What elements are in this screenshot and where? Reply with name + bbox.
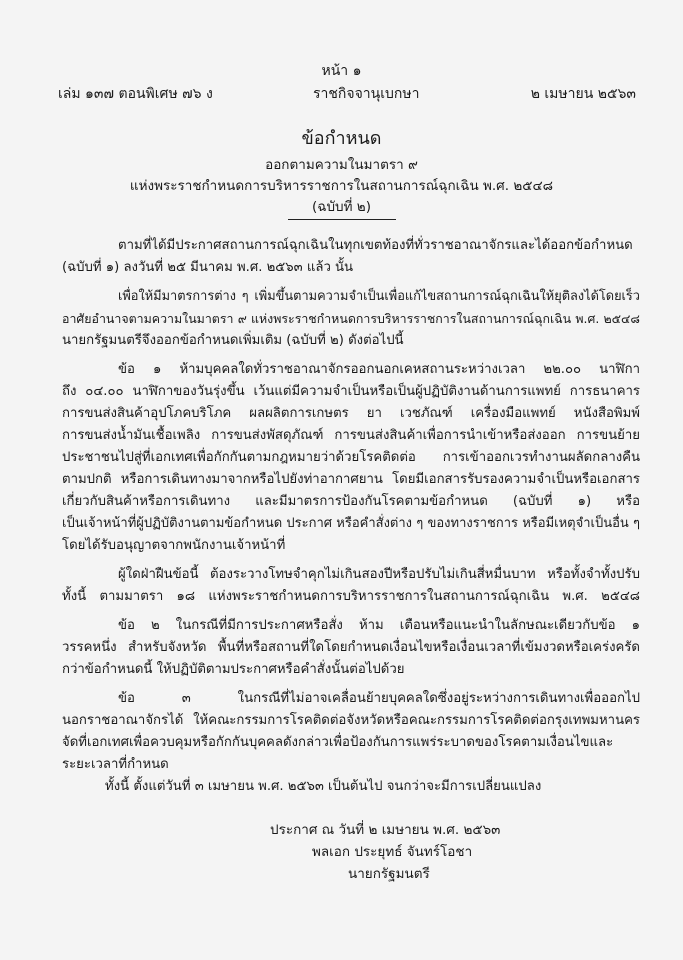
body-line: จัดที่เอกเทศเพื่อควบคุมหรือกักกันบุคคลดังกล่าวเพื่อป้องกันการแพร่ระบาดของโรคตามเงื่อนไขและ	[62, 735, 614, 750]
volume-info: เล่ม ๑๓๗ ตอนพิเศษ ๗๖ ง	[58, 86, 213, 102]
gazette-name: ราชกิจจานุเบกษา	[313, 86, 420, 102]
title-divider	[288, 219, 396, 220]
body-line: นอกราชอาณาจักรได้ ให้คณะกรรมการโรคติดต่อจังหวัดหรือคณะกรรมการโรคติดต่อกรุงเทพมหานคร	[62, 713, 640, 728]
signatory-name: พลเอก ประยุทธ์ จันทร์โอชา	[312, 844, 473, 860]
body-line: ข้อ ๑ ห้ามบุคคลใดทั่วราชอาณาจักรออกนอกเคหสถานระหว่างเวลา ๒๒.๐๐ นาฬิกา	[118, 362, 640, 377]
body-line: เกี่ยวกับสินค้าหรือการเดินทาง และมีมาตรการป้องกันโรคตามข้อกำหนด (ฉบับที่ ๑) หรือ	[62, 494, 640, 509]
body-line: ประชาชนไปสู่ที่เอกเทศเพื่อกักกันตามกฎหมายว่าด้วยโรคติดต่อ การเข้าออกเวรทำงานผลัดกลางคืน	[62, 450, 640, 465]
body-line: กว่าข้อกำหนดนี้ ให้ปฏิบัติตามประกาศหรือคำสั่งนั้นต่อไปด้วย	[62, 662, 405, 677]
body-line: (ฉบับที่ ๑) ลงวันที่ ๒๕ มีนาคม พ.ศ. ๒๕๖๓ แล้ว นั้น	[62, 260, 354, 275]
signature-date: ประกาศ ณ วันที่ ๒ เมษายน พ.ศ. ๒๕๖๓	[270, 822, 501, 838]
document-subtitle-section: ออกตามความในมาตรา ๙	[265, 157, 418, 173]
body-line: ทั้งนี้ ตามมาตรา ๑๘ แห่งพระราชกำหนดการบริหารราชการในสถานการณ์ฉุกเฉิน พ.ศ. ๒๕๔๘	[62, 589, 640, 604]
body-line: โดยได้รับอนุญาตจากพนักงานเจ้าหน้าที่	[62, 538, 286, 553]
body-line: การขนส่งสินค้าอุปโภคบริโภค ผลผลิตการเกษตร ยา เวชภัณฑ์ เครื่องมือแพทย์ หนังสือพิมพ์	[62, 406, 640, 421]
document-subtitle-edition: (ฉบับที่ ๒)	[312, 199, 371, 215]
body-line: ถึง ๐๔.๐๐ นาฬิกาของวันรุ่งขึ้น เว้นแต่มีความจำเป็นหรือเป็นผู้ปฏิบัติงานด้านการแพทย์ การธนาคาร	[62, 384, 640, 399]
body-line: อาศัยอำนาจตามความในมาตรา ๙ แห่งพระราชกำหนดการบริหารราชการในสถานการณ์ฉุกเฉิน พ.ศ. ๒๕๔๘	[62, 311, 640, 326]
document-title: ข้อกำหนด	[301, 128, 382, 149]
document-subtitle-act: แห่งพระราชกำหนดการบริหารราชการในสถานการณ์ฉุกเฉิน พ.ศ. ๒๕๔๘	[129, 178, 554, 194]
body-line: ตามปกติ หรือการเดินทางมาจากหรือไปยังท่าอากาศยาน โดยมีเอกสารรับรองความจำเป็นหรือเอกสาร	[62, 472, 640, 487]
publication-date: ๒ เมษายน ๒๕๖๓	[530, 86, 636, 102]
body-line: ตามที่ได้มีประกาศสถานการณ์ฉุกเฉินในทุกเขตท้องที่ทั่วราชอาณาจักรและได้ออกข้อกำหนด	[118, 238, 633, 253]
body-line: เป็นเจ้าหน้าที่ผู้ปฏิบัติงานตามข้อกำหนด ประกาศ หรือคำสั่งต่าง ๆ ของทางราชการ หรือมีเหตุจำเป็นอื่น ๆ	[62, 516, 640, 531]
body-line: วรรคหนึ่ง สำหรับจังหวัด พื้นที่หรือสถานที่ใดโดยกำหนดเงื่อนไขหรือเงื่อนเวลาที่เข้มงวดหรือเคร่งครัด	[62, 640, 640, 655]
body-line: เพื่อให้มีมาตรการต่าง ๆ เพิ่มขึ้นตามความจำเป็นเพื่อแก้ไขสถานการณ์ฉุกเฉินให้ยุติลงได้โดยเร็ว	[118, 289, 640, 304]
body-line: ทั้งนี้ ตั้งแต่วันที่ ๓ เมษายน พ.ศ. ๒๕๖๓ เป็นต้นไป จนกว่าจะมีการเปลี่ยนแปลง	[105, 779, 542, 794]
running-header	[58, 83, 636, 103]
body-line: ระยะเวลาที่กำหนด	[62, 757, 169, 772]
page-number: หน้า ๑	[321, 63, 362, 79]
body-line: ข้อ ๒ ในกรณีที่มีการประกาศหรือสั่ง ห้าม เตือนหรือแนะนำในลักษณะเดียวกับข้อ ๑	[118, 618, 640, 633]
body-line: ข้อ ๓ ในกรณีที่ไม่อาจเคลื่อนย้ายบุคคลใดซึ่งอยู่ระหว่างการเดินทางเพื่อออกไป	[118, 691, 640, 706]
body-line: การขนส่งน้ำมันเชื้อเพลิง การขนส่งพัสดุภัณฑ์ การขนส่งสินค้าเพื่อการนำเข้าหรือส่งออก การขนย้าย	[62, 428, 640, 443]
body-line: ผู้ใดฝ่าฝืนข้อนี้ ต้องระวางโทษจำคุกไม่เกินสองปีหรือปรับไม่เกินสี่หมื่นบาท หรือทั้งจำทั้งปรับ	[118, 567, 640, 582]
body-line: นายกรัฐมนตรีจึงออกข้อกำหนดเพิ่มเติม (ฉบับที่ ๒) ดังต่อไปนี้	[62, 333, 404, 348]
signatory-position: นายกรัฐมนตรี	[348, 866, 430, 882]
